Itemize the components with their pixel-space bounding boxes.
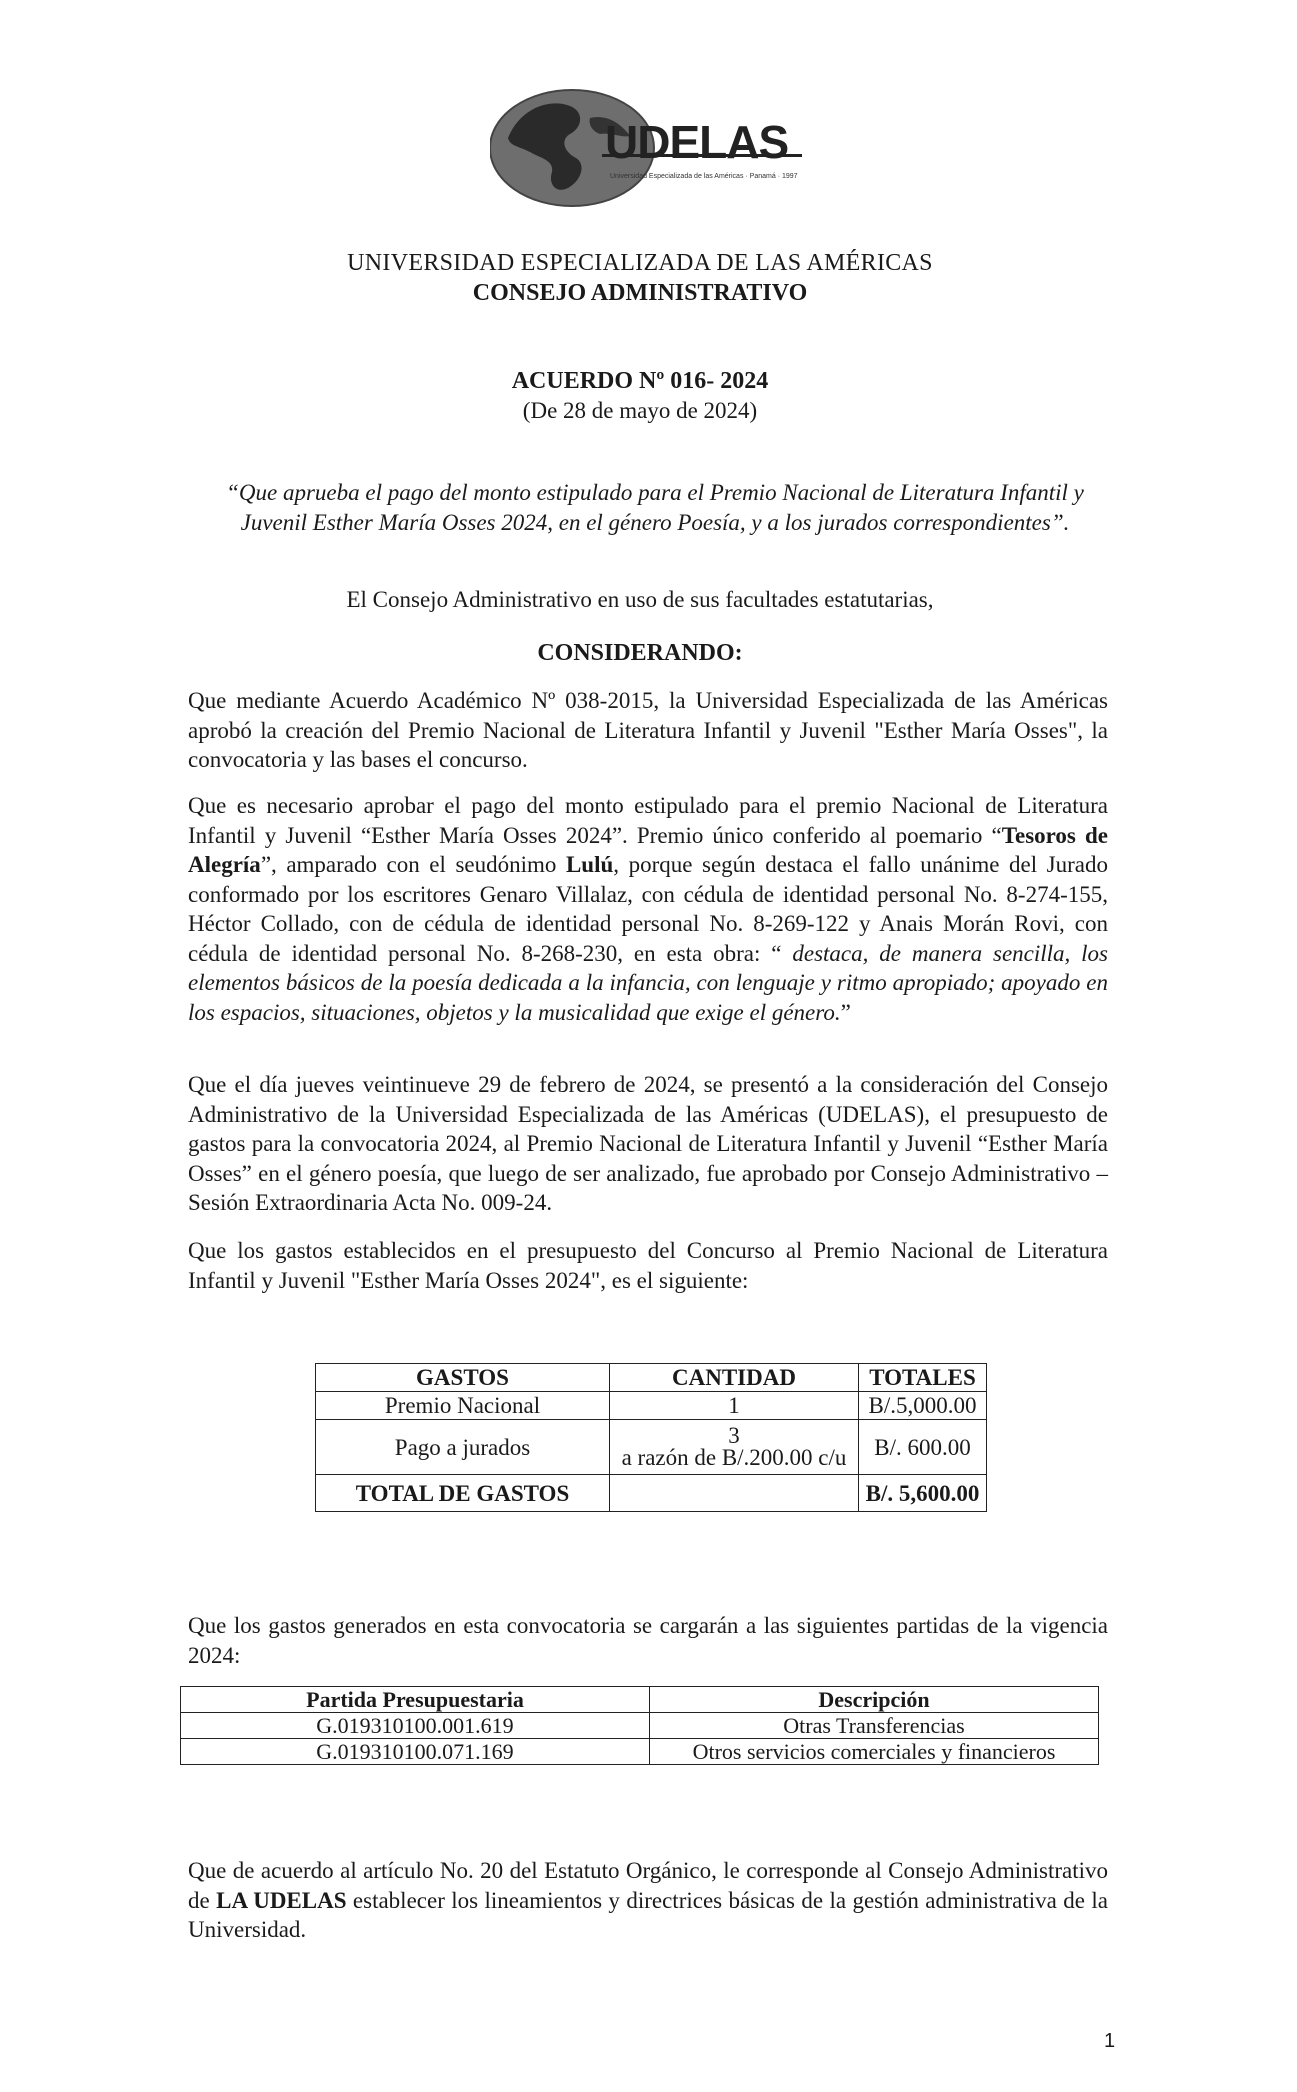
cell-descripcion: Otras Transferencias: [650, 1713, 1099, 1739]
cell-concept: Premio Nacional: [316, 1392, 610, 1420]
budget-table: [180, 1686, 1099, 1765]
cell-qty: 1: [610, 1392, 859, 1420]
cell-partida: G.019310100.001.619: [181, 1713, 650, 1739]
university-name: UNIVERSIDAD ESPECIALIZADA DE LAS AMÉRICAS: [347, 250, 933, 276]
paragraph-5: Que los gastos generados en esta convocatoria se cargarán a las siguientes partidas de la vigencia 2024:: [188, 1613, 1108, 1668]
cell-total: B/. 600.00: [859, 1420, 987, 1475]
qty-value: 3: [728, 1423, 740, 1448]
agreement-subtitle: “Que aprueba el pago del monto estipulado para el Premio Nacional de Literatura Infantil y Juvenil Esther María Osses 2024, en el género Poesía, y a los jurados correspondientes”.: [226, 480, 1084, 535]
cell-descripcion: Otros servicios comerciales y financieros: [650, 1739, 1099, 1765]
header-partida: Partida Presupuestaria: [181, 1687, 650, 1713]
total-empty: [610, 1475, 859, 1512]
p2-text-g: ”: [840, 999, 851, 1025]
council-name: CONSEJO ADMINISTRATIVO: [472, 280, 808, 306]
cell-qty: [610, 1420, 859, 1475]
agreement-number: ACUERDO Nº 016- 2024: [511, 368, 769, 394]
qty-note: a razón de B/.200.00 c/u: [621, 1445, 847, 1470]
table-header-row: [316, 1364, 987, 1392]
p6-text-c: establecer los lineamientos y directrices básicas de la gestión administrativa de la Universidad.: [188, 1887, 1108, 1942]
table-row: [181, 1739, 1099, 1765]
table-row: [181, 1713, 1099, 1739]
logo-subtitle: Universidad Especializada de las Américas · Panamá · 1997: [610, 173, 798, 180]
jury-quote: destaca, de manera sencilla, los elementos básicos de la poesía dedicada a la infancia, con lenguaje y ritmo apropiado; apoyado en los espacios, situaciones, objetos y la musicalidad que exige el género.: [188, 940, 1108, 1025]
considering-heading: CONSIDERANDO:: [537, 640, 743, 666]
table-header-row: [181, 1687, 1099, 1713]
table-row: [316, 1392, 987, 1420]
header-descripcion: Descripción: [650, 1687, 1099, 1713]
poem-title: Tesoros de Alegría: [188, 822, 1108, 877]
header-totales: TOTALES: [859, 1364, 987, 1392]
paragraph-2: [188, 791, 1108, 1027]
total-value: B/. 5,600.00: [859, 1475, 987, 1512]
header-gastos: GASTOS: [316, 1364, 610, 1392]
paragraph-4: Que los gastos establecidos en el presupuesto del Concurso al Premio Nacional de Literatura Infantil y Juvenil "Esther María Osses 2024", es el siguiente:: [188, 1238, 1108, 1293]
logo-wordmark: UDELAS: [605, 116, 789, 168]
agreement-date: (De 28 de mayo de 2024): [522, 398, 758, 423]
cell-concept: Pago a jurados: [316, 1420, 610, 1475]
intro-text: El Consejo Administrativo en uso de sus facultades estatutarias,: [346, 587, 934, 612]
paragraph-3: Que el día jueves veintinueve 29 de febrero de 2024, se presentó a la consideración del Consejo Administrativo de la Universidad Especializada de las Américas (UDELAS), el presupuesto de gastos para la convocatoria 2024, al Premio Nacional de Literatura Infantil y Juvenil “Esther María Osses” en el género poesía, que luego de ser analizado, fue aprobado por Consejo Administrativo – Sesión Extraordinaria Acta No. 009-24.: [188, 1072, 1108, 1215]
paragraph-1: Que mediante Acuerdo Académico Nº 038-2015, la Universidad Especializada de las Américas aprobó la creación del Premio Nacional de Literatura Infantil y Juvenil "Esther María Osses", la convocatoria y las bases el concurso.: [188, 688, 1108, 772]
p2-text-a: Que es necesario aprobar el pago del monto estipulado para el premio Nacional de Literatura Infantil y Juvenil “Esther María Osses 2024”. Premio único conferido al poemario “: [188, 793, 1108, 848]
table-row: [316, 1420, 987, 1475]
cell-partida: G.019310100.071.169: [181, 1739, 650, 1765]
total-label: TOTAL DE GASTOS: [316, 1475, 610, 1512]
table-total-row: [316, 1475, 987, 1512]
paragraph-6: [188, 1856, 1108, 1945]
cell-total: B/.5,000.00: [859, 1392, 987, 1420]
udelas-bold: LA UDELAS: [216, 1887, 347, 1913]
p6-text-a: Que de acuerdo al artículo No. 20 del Estatuto Orgánico, le corresponde al Consejo Administrativo de: [188, 1858, 1108, 1913]
page-number: 1: [1104, 2030, 1116, 2052]
header-cantidad: CANTIDAD: [610, 1364, 859, 1392]
p2-text-c: ”, amparado con el seudónimo: [260, 852, 566, 877]
p2-text-e: , porque según destaca el fallo unánime del Jurado conformado por los escritores Genaro Villalaz, con cédula de identidad personal No. 8-274-155, Héctor Collado, con de cédula de identidad personal No. 8-269-122 y Anais Morán Rovi, con cédula de identidad personal No. 8-268-230, en esta obra: “: [188, 852, 1108, 966]
expenses-table: [315, 1363, 987, 1512]
pseudonym: Lulú: [565, 852, 614, 877]
